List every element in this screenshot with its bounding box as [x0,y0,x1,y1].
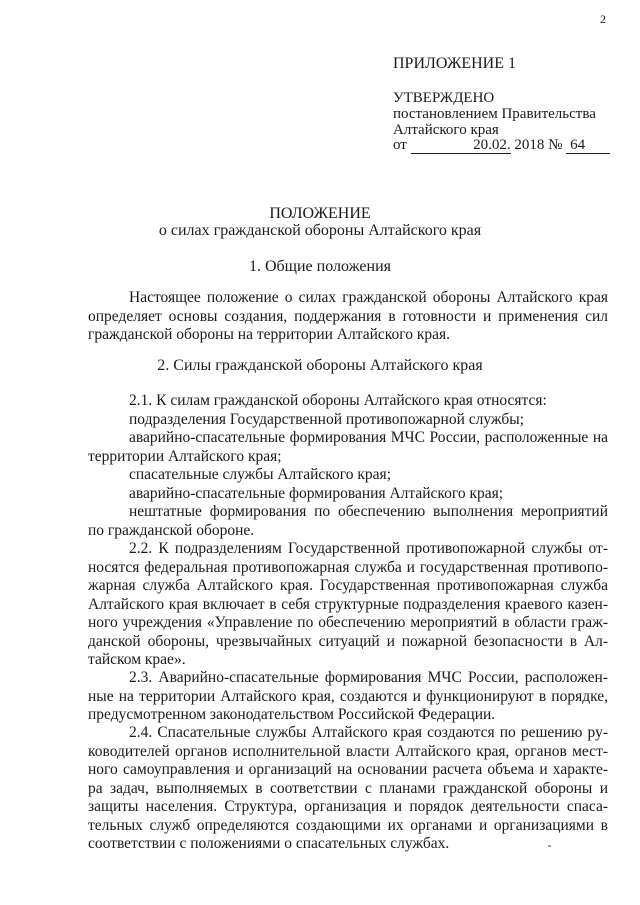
paragraph-line: носятся федеральная противопожарная служба и государственная противопо- [88,558,608,576]
paragraph-line: тельных служб определяются создающими их органами и организациями в [88,816,608,834]
paragraph-line: предусмотренном законодательством Российской Федерации. [88,706,496,723]
appendix-label: ПРИЛОЖЕНИЕ 1 [393,55,517,72]
paragraph-2-1 [88,392,608,540]
paragraph-line: аварийно-спасательные формирования Алтайского края; [129,484,504,502]
approval-heading: УТВЕРЖДЕНО [393,90,495,106]
paragraph-line: территории Алтайского края; [88,447,282,465]
paragraph-line: 2.1. К силам гражданской обороны Алтайского края относятся: [129,392,547,409]
scan-speck [548,845,551,847]
section-2-heading: 2. Силы гражданской обороны Алтайского края [157,357,483,374]
paragraph-line: 2.4. Спасательные службы Алтайского края создаются по решению ру- [129,724,608,741]
number-sign: № [548,137,563,153]
paragraph-line: соответствии с положениями о спасательных службах. [88,835,450,852]
paragraph-line: ного учреждения «Управление по обеспечению мероприятий в области граж- [88,614,608,631]
paragraph-line: жарная служба Алтайского края. Государственная противопожарная служба [88,577,608,594]
paragraph-line: подразделения Государственной противопожарной службы; [129,410,525,428]
paragraph-line: по гражданской обороне. [88,521,255,539]
approval-block [393,90,596,138]
paragraph-2-3 [88,669,608,725]
paragraph-line: нештатные формирования по обеспечению выполнения мероприятий [129,503,608,520]
paragraph-line: данской обороны, чрезвычайных ситуаций и пожарной безопасности в Ал- [88,632,608,650]
date-from-label: от [393,137,407,153]
document-title: ПОЛОЖЕНИЕ [269,205,371,222]
section-1-heading: 1. Общие положения [248,258,392,275]
approval-date: 20.02. [411,138,511,154]
paragraph-line: защиты населения. Структура, организация и порядок деятельности спаса- [88,798,608,815]
approval-number: 64 [566,138,610,154]
paragraph-line: 2.2. К подразделениям Государственной противопожарной службы от- [129,540,608,557]
document-subtitle: о силах гражданской обороны Алтайского края [158,222,482,239]
approval-line-1: постановлением Правительства [393,106,596,122]
paragraph-line: ного самоуправления и организаций на основании расчета объема и характе- [88,761,608,778]
paragraph-line: тайском крае». [88,651,186,668]
approval-year: 2018 [514,137,545,153]
paragraph-line: 2.3. Аварийно-спасательные формирования МЧС России, расположен- [129,669,608,686]
paragraph-line: аварийно-спасательные формирования МЧС России, расположенные на [129,429,608,446]
approval-line-2: Алтайского края [393,122,499,138]
approval-date-line [393,137,610,154]
paragraph-line: спасательные службы Алтайского края; [129,466,391,483]
paragraph-line: ра задач, выполняемых в соответствии с планами гражданской обороны и [88,779,608,797]
paragraph-line: гражданской обороны на территории Алтайского края. [88,326,451,343]
section-1-paragraph [88,289,608,345]
paragraph-line: ководителей органов исполнительной власти Алтайского края, органов мест- [88,742,608,760]
paragraph-line: Алтайского края включает в себя структурные подразделения краевого казен- [88,595,608,613]
page-number: 2 [600,12,606,26]
paragraph-line: ные на территории Алтайского края, создаются и функционируют в порядке, [88,687,608,705]
paragraph-line: Настоящее положение о силах гражданской обороны Алтайского края [129,289,608,306]
paragraph-2-2 [88,540,608,670]
paragraph-line: определяет основы создания, поддержания в готовности и применения сил [88,307,608,325]
paragraph-2-4 [88,724,608,854]
